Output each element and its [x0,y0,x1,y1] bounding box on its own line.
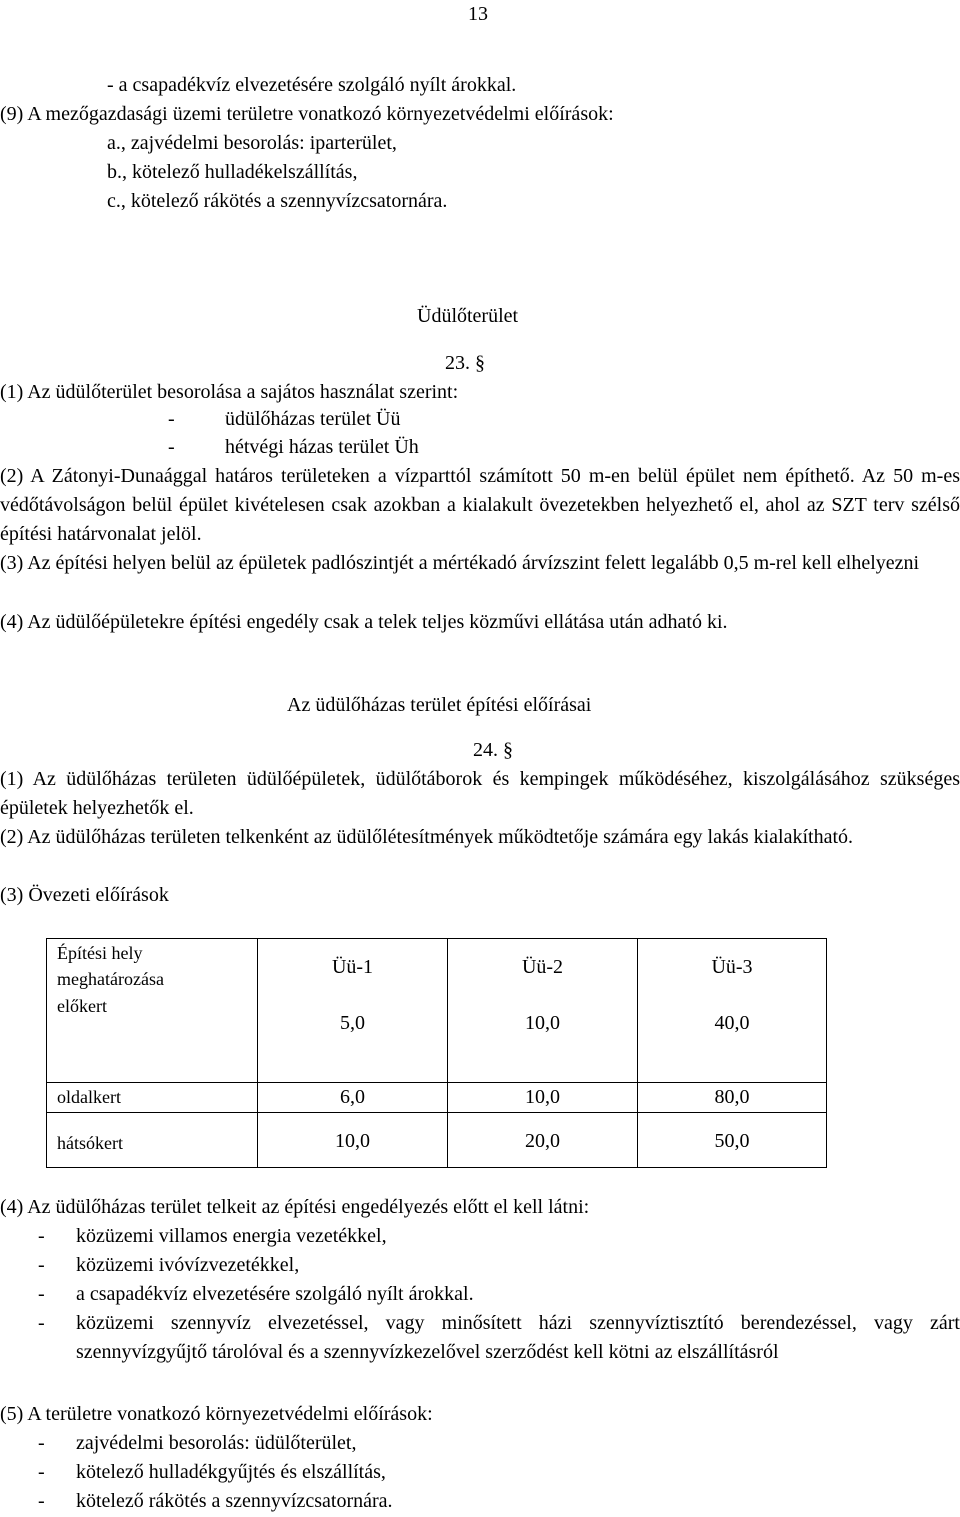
list-item-text: zajvédelmi besorolás: üdülőterület, [76,1432,357,1454]
list-item-text: a csapadékvíz elvezetésére szolgáló nyílt árokkal. [76,1283,474,1305]
table-value: 6,0 [258,1083,448,1113]
table-row-label: oldalkert [47,1083,258,1113]
list-item-text: közüzemi ivóvízvezetékkel, [76,1254,300,1276]
section-24-p5: (5) A területre vonatkozó környezetvédelmi előírások: [0,1403,433,1425]
section-23-p4: (4) Az üdülőépületekre építési engedély csak a telek teljes közművi ellátása után adható ki. [0,611,728,633]
list-item-dash: - [168,408,175,430]
table-value: 5,0 [340,1012,365,1034]
table-cell [448,939,638,1083]
list-item-text: közüzemi szennyvíz elvezetéssel, vagy minősített házi szennyvíztisztító berendezéssel, vagy zárt szennyvízgyűjtő tárolóval és a szennyvízkezelővel szerződést kell kötni az elszállításról [76,1312,960,1363]
table-value: 10,0 [448,1083,638,1113]
table-value: 20,0 [448,1113,638,1168]
list-item-dash: - [38,1490,45,1512]
table-row [47,1083,827,1113]
list-item-text: üdülőházas terület Üü [225,408,401,430]
section-24-p2: (2) Az üdülőházas területen telkenként az üdülőlétesítmények működtetője számára egy lakás kialakítható. [0,826,854,848]
top-line-1: - a csapadékvíz elvezetésére szolgáló nyílt árokkal. [107,74,517,96]
table-row-label: előkert [57,996,107,1016]
list-item-dash: - [38,1225,45,1247]
section-24-p3: (3) Övezeti előírások [0,884,169,906]
table-column-header: Üü-1 [331,956,374,978]
top-line-2: (9) A mezőgazdasági üzemi területre vonatkozó környezetvédelmi előírások: [0,103,614,125]
list-item-dash: - [168,436,175,458]
table-value: 80,0 [638,1083,827,1113]
list-item-dash: - [38,1254,45,1276]
page-number: 13 [468,3,488,25]
table-column-header: Üü-2 [521,956,564,978]
section-23-p1: (1) Az üdülőterület besorolása a sajátos használat szerint: [0,381,459,403]
table-header-cell [47,939,258,1083]
table-row [47,1113,827,1168]
list-item-dash: - [38,1461,45,1483]
list-item-dash: - [38,1312,45,1334]
list-item-text: kötelező rákötés a szennyvízcsatornára. [76,1490,393,1512]
table-value: 10,0 [525,1012,560,1034]
table-row [47,939,827,1083]
list-item-text: közüzemi villamos energia vezetékkel, [76,1225,387,1247]
section-24-p4: (4) Az üdülőházas terület telkeit az építési engedélyezés előtt el kell látni: [0,1196,590,1218]
table-cell [638,939,827,1083]
section-23-p2: (2) A Zátonyi-Dunaággal határos területeken a vízparttól számított 50 m-en belül épület nem építhető. Az 50 m-es védőtávolságon belül épület kivételesen csak azokban a kialakult övezetekben helyezhető el, ahol az SZT terv szélső építési határvonalat jelöl. [0,465,960,545]
table-value: 10,0 [258,1113,448,1168]
table-value: 40,0 [714,1012,750,1034]
table-header-label: Építési hely meghatározása [57,943,164,989]
list-item-text: kötelező hulladékgyűjtés és elszállítás, [76,1461,386,1483]
zoning-table [46,938,827,1168]
top-line-3: a., zajvédelmi besorolás: iparterület, [107,132,397,154]
section-23-number: 23. § [445,352,485,374]
top-line-5: c., kötelező rákötés a szennyvízcsatornára. [107,190,448,212]
table-column-header: Üü-3 [711,956,753,978]
table-row-label: hátsókert [47,1113,258,1168]
table-value: 50,0 [638,1113,827,1168]
section-24-p1: (1) Az üdülőházas területen üdülőépületek, üdülőtáborok és kempingek működéséhez, kiszolgálásához szükséges épületek helyezhetők el. [0,768,960,819]
top-line-4: b., kötelező hulladékelszállítás, [107,161,358,183]
section-24-number: 24. § [473,739,513,761]
table-cell [258,939,448,1083]
list-item-dash: - [38,1432,45,1454]
section-23-p3: (3) Az építési helyen belül az épületek padlószintjét a mértékadó árvízszint felett legalább 0,5 m-rel kell elhelyezni [0,552,920,574]
list-item-dash: - [38,1283,45,1305]
list-item-text: hétvégi házas terület Üh [225,436,419,458]
section-23-heading: Üdülőterület [417,305,519,327]
section-24-heading: Az üdülőházas terület építési előírásai [287,694,592,716]
